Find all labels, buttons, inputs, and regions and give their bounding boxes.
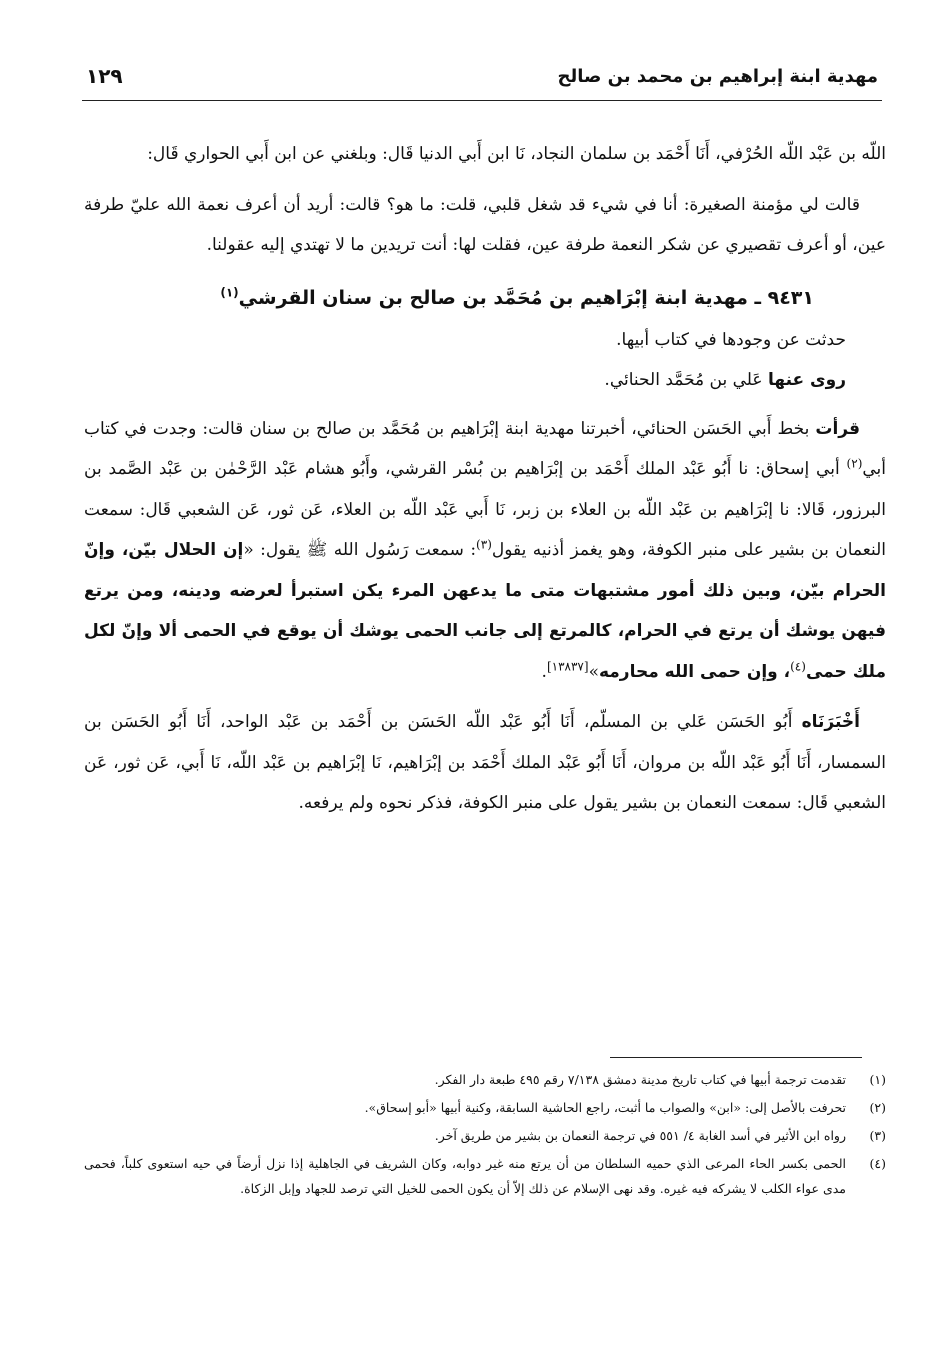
paragraph-4: [84, 702, 886, 824]
hadith-text-end: ، وإن حمى الله محارمه: [598, 661, 791, 682]
page-number: ١٢٩: [86, 64, 123, 88]
entry-heading-text: ٩٤٣١ ـ مهدية ابنة إبْرَاهيم بن مُحَمَّد بن صالح بن سنان القرشي: [238, 286, 814, 309]
footnote-4: [84, 1151, 886, 1201]
footnote-text: تحرفت بالأصل إلى: «ابن» والصواب ما أثبت، راجع الحاشية السابقة، وكنية أبيها «أبو إسحاق».: [364, 1100, 846, 1115]
quote-close: »: [588, 661, 599, 682]
paragraph-3-lead: قرأت: [815, 418, 860, 439]
paragraph-3-part-b: أبي إسحاق: نا أَبُو عَبْد الملك أَحْمَد بن إبْرَاهيم بن بُسْر القرشي، وأَبُو هشام عَبْد الرَّحْمٰن بن عَبْد الصَّمد بن البرزور، قَالا: نا إبْرَاهيم بن عَبْد اللّه بن العلاء بن زبر، نَا أَبي عَبْد اللّه بن العلاء، عَن ثور، عَن الشعبي قَال: سمعت النعمان بن بشير على منبر الكوفة، وهو يغمز أذنيه يقول: [84, 459, 886, 560]
footnote-3: [84, 1123, 886, 1148]
footnotes: [84, 1064, 886, 1204]
paragraph-1: اللّه بن عَبْد اللّه الحُرْفي، أَنَا أَحْمَد بن سلمان النجاد، نَا ابن أَبي الدنيا قَال: وبلغني عن ابن أَبي الحواري قَال:: [147, 144, 886, 164]
footnote-number: (٤): [869, 1156, 886, 1171]
hadith-number: [١٣٨٣٧]: [546, 658, 589, 673]
narrated-line: [84, 360, 886, 401]
paragraph-3-dot: .: [541, 661, 547, 682]
footnote-text: رواه ابن الأثير في أسد الغابة ٤/ ٥٥١ في ترجمة النعمان بن بشير من طريق آخر.: [434, 1128, 846, 1143]
footnote-ref-1: (١): [220, 285, 239, 300]
footnote-ref-2: (٢): [846, 456, 863, 471]
paragraph-3-part-c: : سمعت رَسُول الله ﷺ يقول: «: [243, 540, 477, 560]
paragraph-3: [84, 409, 886, 693]
narrated-label: روى عنها: [767, 370, 846, 390]
footnote-number: (٣): [869, 1128, 886, 1143]
page-header: [82, 62, 882, 101]
paragraph-4-lead: أَخْبَرَنَاه: [801, 712, 860, 732]
paragraph-3-part-a: بخط أَبي الحَسَن الحنائي، أخبرتنا مهدية ابنة إبْرَاهيم بن مُحَمَّد بن صالح بن سنان قالت: وجدت في كتاب أبي: [84, 418, 886, 479]
footnote-1: [84, 1067, 886, 1092]
paragraph-2: قالت لي مؤمنة الصغيرة: أنا في شيء قد شغل قلبي، قلت: ما هو؟ قالت: أريد أن أعرف نعمة الله عليّ طرفة عين، أو أعرف تقصيري عن شكر النعمة طرفة عين، فقلت لها: أنت تريدين ما لا تهتدي إليه عقولنا.: [84, 194, 886, 255]
running-title: مهدية ابنة إبراهيم بن محمد بن صالح: [557, 66, 878, 87]
paragraph-4-text: أَبُو الحَسَن عَلي بن المسلّم، أَنَا أَبُو عَبْد اللّه الحَسَن بن أَحْمَد بن عَبْد الواحد، أَنَا أَبُو الحَسَن بن السمسار، أَنَا أَبُو عَبْد اللّه بن مروان، أَنَا أَبُو عَبْد الملك أَحْمَد بن إبْرَاهيم، نَا إبْرَاهيم بن عَبْد اللّه، نَا أَبي، عَن ثور، عَن الشعبي قَال: سمعت النعمان بن بشير يقول على منبر الكوفة، فذكر نحوه ولم يرفعه.: [84, 712, 886, 813]
footnote-text: الحمى بكسر الحاء المرعى الذي حميه السلطان من أن يرتع منه غير دوابه، وكان الشريف في الجاهلية إذا نزل أرضاً في حيه استعوى كلباً، فحمى مدى عواء الكلب لا يشركه فيه غيره. وقد نهى الإسلام عن ذلك إلاّ أن يكون الحمى للخيل التي ترصد للجهاد وإبل الزكاة.: [84, 1156, 846, 1196]
footnote-divider: [610, 1057, 862, 1058]
footnote-2: [84, 1095, 886, 1120]
narrated-text: عَلي بن مُحَمَّد الحنائي.: [604, 370, 768, 390]
footnote-ref-3: (٣): [476, 537, 492, 552]
hadith-text: إن الحلال بيّن، وإنّ الحرام بيّن، وبين ذلك أمور مشتبهات متى ما يدعهن المرء يكن استبرأ لعرضه ودينه، ومن يرتع فيهن يوشك أن يرتع في الحرام، كالمرتع إلى جانب الحمى يوشك أن يوقع في الحمى ألا وإنّ لكل ملك حمى: [84, 540, 886, 682]
footnote-ref-4: (٤): [790, 658, 806, 673]
found-line: حدثت عن وجودها في كتاب أبيها.: [616, 329, 846, 350]
footnote-text: تقدمت ترجمة أبيها في كتاب تاريخ مدينة دمشق ٧/١٣٨ رقم ٤٩٥ طبعة دار الفكر.: [434, 1072, 846, 1087]
entry-heading: [84, 276, 886, 320]
footnote-number: (١): [869, 1072, 886, 1087]
main-text: [84, 134, 886, 834]
footnote-number: (٢): [869, 1100, 886, 1115]
